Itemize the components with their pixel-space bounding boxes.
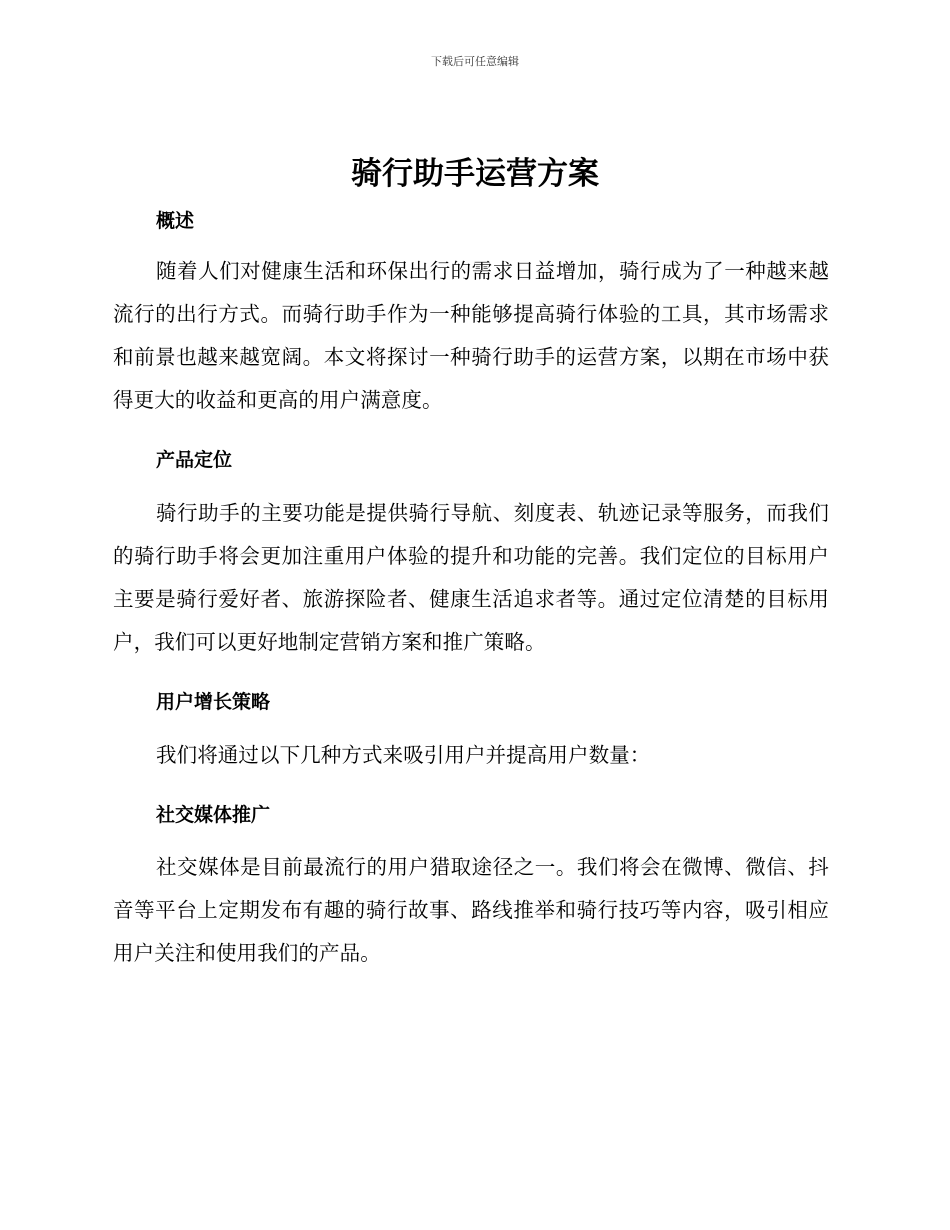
header-note: 下载后可任意编辑 bbox=[431, 55, 519, 68]
section-paragraph-overview: 随着人们对健康生活和环保出行的需求日益增加，骑行成为了一种越来越流行的出行方式。而骑行助手作为一种能够提高骑行体验的工具，其市场需求和前景也越来越宽阔。本文将探讨一种骑行助手的运营方案，以期在市场中获得更大的收益和更高的用户满意度。 bbox=[113, 259, 829, 412]
document-body bbox=[113, 203, 829, 975]
section-paragraph-user-growth: 我们将通过以下几种方式来吸引用户并提高用户数量： bbox=[156, 743, 651, 767]
section-heading-social-media: 社交媒体推广 bbox=[156, 804, 271, 826]
section-paragraph-product-positioning: 骑行助手的主要功能是提供骑行导航、刻度表、轨迹记录等服务，而我们的骑行助手将会更加注重用户体验的提升和功能的完善。我们定位的目标用户主要是骑行爱好者、旅游探险者、健康生活追求者等。通过定位清楚的目标用户，我们可以更好地制定营销方案和推广策略。 bbox=[113, 501, 829, 654]
section-heading-user-growth: 用户增长策略 bbox=[156, 691, 271, 713]
section-heading-overview: 概述 bbox=[156, 210, 195, 232]
section-paragraph-social-media: 社交媒体是目前最流行的用户猎取途径之一。我们将会在微博、微信、抖音等平台上定期发布有趣的骑行故事、路线推举和骑行技巧等内容，吸引相应用户关注和使用我们的产品。 bbox=[113, 855, 829, 965]
section-heading-product-positioning: 产品定位 bbox=[156, 449, 233, 471]
page-title: 骑行助手运营方案 bbox=[351, 156, 599, 192]
